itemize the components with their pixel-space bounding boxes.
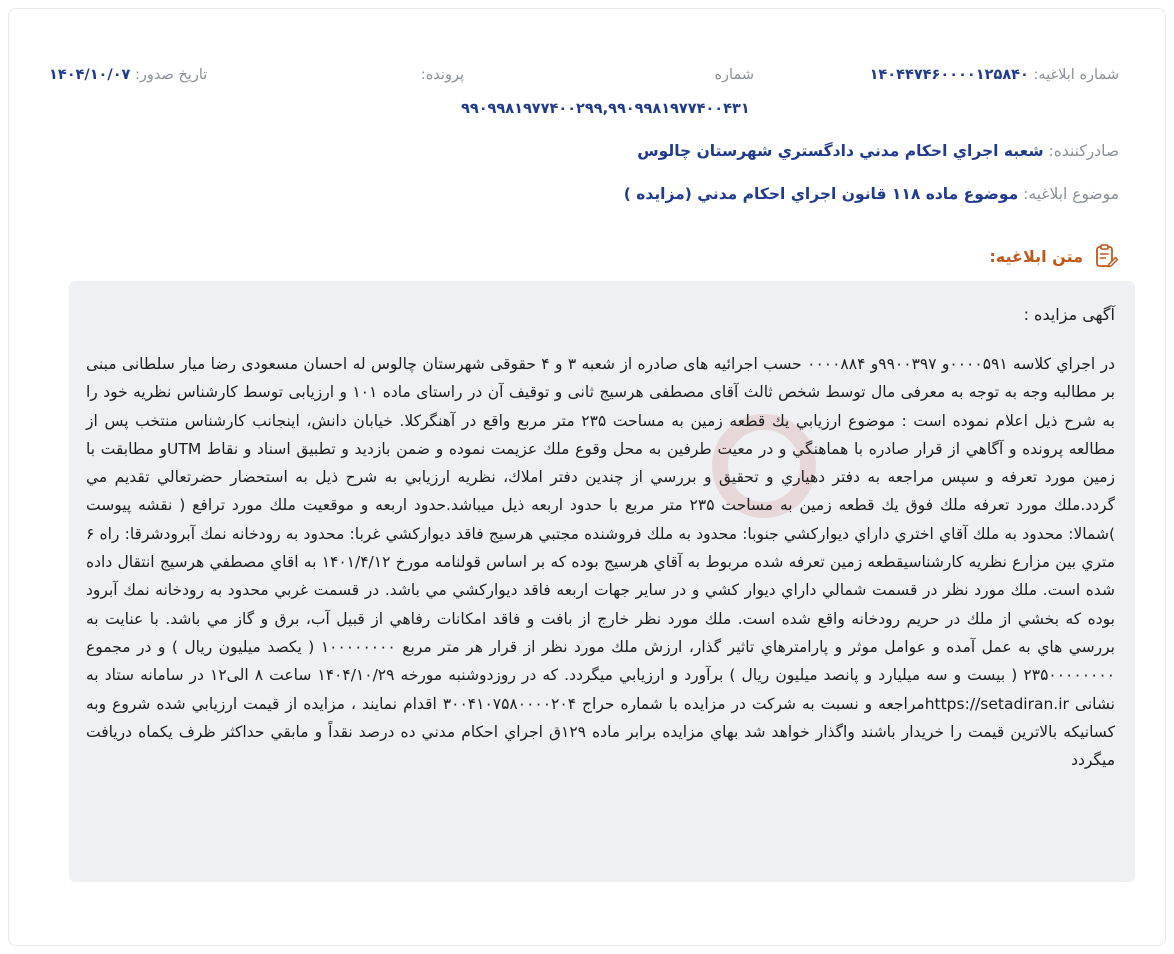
header-meta-row [49, 67, 1119, 91]
subject-row [624, 185, 1119, 203]
notification-number-field [870, 67, 1119, 83]
file-numbers-value: ۹۹۰۹۹۸۱۹۷۷۴۰۰۲۹۹,۹۹۰۹۹۸۱۹۷۷۴۰۰۴۳۱ [461, 101, 750, 117]
number-field [714, 67, 754, 83]
notice-card [8, 8, 1166, 946]
issue-date-label: تاریخ صدور: [135, 67, 208, 83]
issue-date-value: ۱۴۰۴/۱۰/۰۷ [49, 67, 131, 83]
document-edit-icon [1093, 243, 1119, 269]
subject-label: موضوع ابلاغیه: [1023, 185, 1119, 203]
notice-text-header [989, 243, 1119, 269]
file-label: پرونده: [420, 67, 464, 83]
number-label: شماره [714, 67, 754, 83]
subject-value: موضوع ماده ۱۱۸ قانون اجراي احكام مدني (مزايده ) [623, 185, 1019, 203]
notice-heading: آگهی مزایده : [1023, 305, 1115, 324]
notice-text-title: متن ابلاغیه: [989, 246, 1083, 266]
notice-body-text: در اجراي كلاسه ۰۰۰۰۵۹۱و ۹۹۰۰۳۹۷و ۰۰۰۰۸۸۴ حسب اجرائیه های صادره از شعبه ۳ و ۴ حقوقی شهرستان چالوس له احسان مسعودی رضا میار سلطانی مبنی بر مطالبه وجه به توجه به معرفی مال توسط شخص ثالث آقای مصطفی هرسیج ثانی و توقیف آن در راستای ماده ۱۰۱ و ارزیابی توسط كارشناس نظریه خود را به شرح ذیل اعلام نموده است : موضوع ارزيابي يك قطعه زمين به مساحت ۲۳۵ متر مربع واقع در آهنگركلا. خيابان دانش، اينجانب كارشناس منتخب پس از مطالعه پرونده و آگاهي از قرار صادره با هماهنگي و در معيت طرفين به محل وقوع ملك عزيمت نموده و ضمن بازديد و تطبيق اسناد و نقاط UTMو مطابقت با زمين مورد تعرفه و سپس مراجعه به دفتر دهياري و تحقيق و بررسي از چندين دفتر املاك، نظريه ارزيابي به شرح ذيل به استحضار حضرتعالي تقديم مي گردد.ملك مورد تعرفه ملك فوق يك قطعه زمين به مساحت ۲۳۵ متر مربع با حدود اربعه ذيل ميباشد.حدود اربعه و موقعيت ملك مورد ترافع ( نقشه پيوست )شمالا: محدود به ملك آقاي اختري داراي ديواركشي جنوبا: محدود به ملك فروشنده مجتبي هرسيج فاقد ديواركشي غربا: محدود به رودخانه نمك آبرودشرقا: راه ۶ متري بين مزارع نظريه كارشناسيقطعه زمين تعرفه شده مربوط به آقاي هرسيج بوده كه بر اساس قولنامه مورخ ۱۴۰۱/۴/۱۲ به اقاي مصطفي هرسيج انتقال داده شده است. ملك مورد نظر در قسمت شمالي داراي ديوار كشي و در ساير جهات اربعه فاقد ديواركشي مي باشد. در قسمت غربي محدود به رودخانه نمك آبرود بوده كه بخشي از ملك در حريم رودخانه واقع شده است. ملك مورد نظر خارج از بافت و فاقد امكانات رفاهي از قبيل آب، برق و گاز مي باشد. با عنايت به بررسي هاي به عمل آمده و عوامل موثر و پارامترهاي تاثير گذار، ارزش ملك مورد نظر از قرار هر متر مربع ۱۰۰۰۰۰۰۰۰ ( يكصد ميليون ريال ) و در مجموع ۲۳۵۰۰۰۰۰۰۰۰ ( بيست و سه ميليارد و پانصد ميليون ريال ) برآورد و ارزيابي ميگردد. كه در روزدوشنبه مورخه ۱۴۰۴/۱۰/۲۹ ساعت ۸ الی۱۲ در سامانه ستاد به نشانی https://setadiran.irمراجعه و نسبت به شركت در مزايده با شماره حراج ۳۰۰۴۱۰۷۵۸۰۰۰۰۲۰۴ اقدام نمایند ، مزايده از قيمت ارزيابي شده شروع وبه كسانيكه بالاترين قيمت را خريدار باشند واگذار خواهد شد بهاي مزايده برابر ماده ۱۲۹ق اجراي احكام مدني ده درصد نقداً و مابقي حداكثر ظرف يكماه دريافت ميگردد [86, 355, 1116, 770]
issuer-label: صادرکننده: [1048, 142, 1119, 160]
file-field [421, 67, 464, 83]
notification-number-value: ۱۴۰۴۴۷۴۶۰۰۰۰۱۲۵۸۴۰ [869, 67, 1029, 83]
notification-number-label: شماره ابلاغیه: [1033, 67, 1119, 83]
issuer-value: شعبه اجراي احكام مدني دادگستري شهرستان چالوس [637, 142, 1044, 160]
issue-date-field [49, 67, 207, 83]
notice-text-panel [69, 281, 1135, 882]
issuer-row [637, 142, 1119, 160]
